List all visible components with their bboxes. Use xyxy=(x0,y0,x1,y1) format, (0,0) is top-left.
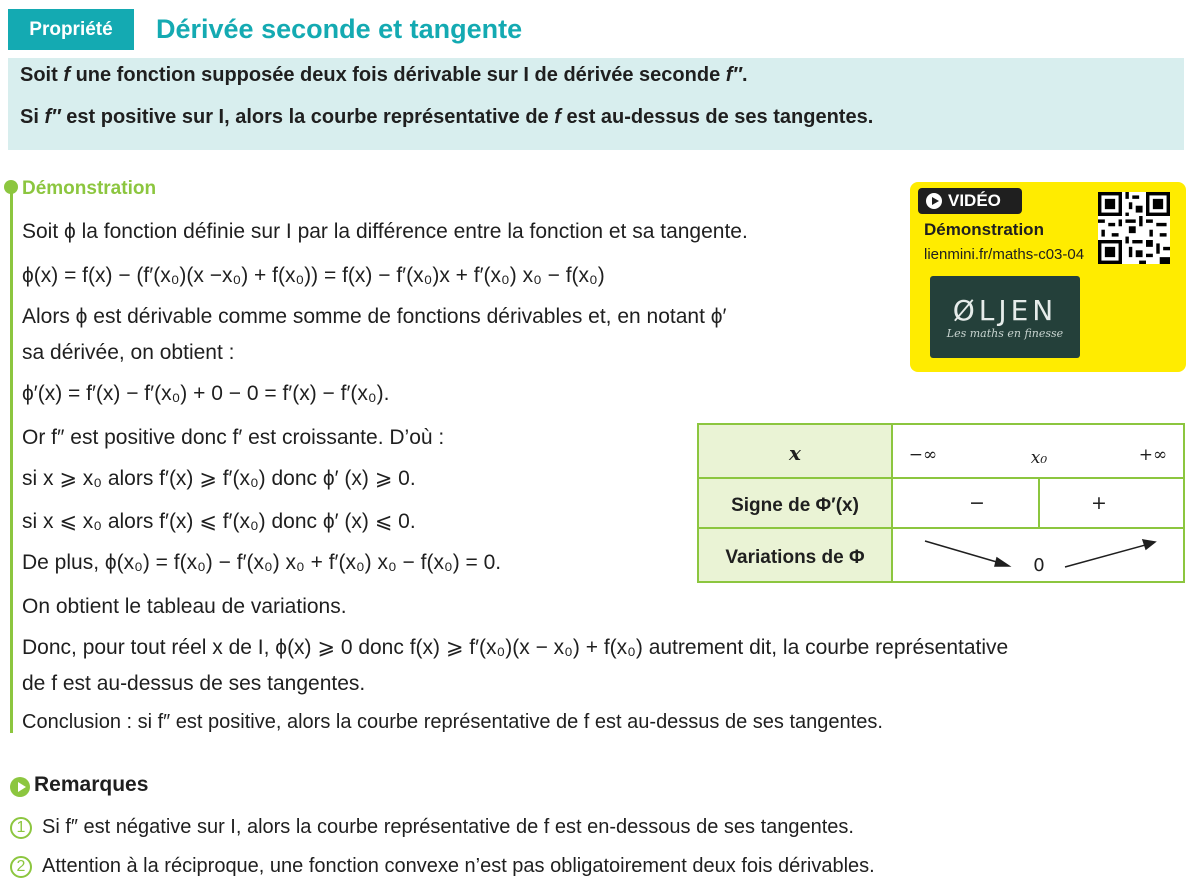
video-tab-label: VIDÉO xyxy=(948,191,1001,210)
demo-line: si x ⩾ x₀ alors f′(x) ⩾ f′(x₀) donc ϕ′ (x) ⩾ 0. xyxy=(22,467,416,490)
demo-line: Donc, pour tout réel x de I, ϕ(x) ⩾ 0 donc f(x) ⩾ f′(x₀)(x − x₀) + f(x₀) autrement dit, la courbe représentative xyxy=(22,636,1009,659)
decreasing-arrow xyxy=(925,541,1007,565)
table-sign-label: Signe de Φ′(x) xyxy=(731,495,859,516)
demo-line: Soit ϕ la fonction définie sur I par la différence entre la fonction et sa tangente. xyxy=(22,220,748,243)
increasing-arrow-head xyxy=(1143,540,1155,549)
increasing-arrow xyxy=(1065,544,1149,567)
logo-name: ØLJEN xyxy=(952,294,1058,327)
page-title: Dérivée seconde et tangente xyxy=(156,14,523,44)
demo-line: sa dérivée, on obtient : xyxy=(22,341,235,364)
video-card[interactable] xyxy=(910,182,1186,372)
table-sign-positive: + xyxy=(1091,492,1107,514)
demo-line: ϕ(x) = f(x) − (f′(x₀)(x −x₀) + f(x₀)) = f(x) − f′(x₀)x + f′(x₀) x₀ − f(x₀) xyxy=(22,264,605,287)
table-x-min: −∞ xyxy=(908,445,938,465)
demo-bullet-icon xyxy=(4,180,18,194)
variation-table xyxy=(697,423,1185,583)
play-icon xyxy=(926,193,942,209)
table-x-mid: x₀ xyxy=(1030,448,1048,468)
logo-tagline: Les maths en finesse xyxy=(946,327,1064,340)
table-min-value: 0 xyxy=(1033,555,1045,576)
remark-number: 2 xyxy=(10,856,32,878)
decreasing-arrow-head xyxy=(995,558,1009,566)
demo-line: Alors ϕ est dérivable comme somme de fonctions dérivables et, en notant ϕ′ xyxy=(22,305,727,328)
property-box xyxy=(8,58,1184,150)
demo-line: si x ⩽ x₀ alors f′(x) ⩽ f′(x₀) donc ϕ′ (x) ⩽ 0. xyxy=(22,510,416,533)
oljen-logo xyxy=(930,276,1080,358)
demo-line: de f est au-dessus de ses tangentes. xyxy=(22,672,366,695)
demo-line: Or f″ est positive donc f′ est croissante. D’où : xyxy=(22,426,445,449)
demo-line: ϕ′(x) = f′(x) − f′(x₀) + 0 − 0 = f′(x) − f′(x₀). xyxy=(22,382,390,405)
table-sign-negative: − xyxy=(969,492,985,514)
video-link[interactable]: lienmini.fr/maths-c03-04 xyxy=(924,246,1085,263)
demo-heading: Démonstration xyxy=(22,178,157,199)
video-label: Démonstration xyxy=(924,220,1044,239)
remark-text: Si f″ est négative sur I, alors la courbe représentative de f est en-dessous de ses tangentes. xyxy=(42,816,854,838)
demo-conclusion: Conclusion : si f″ est positive, alors la courbe représentative de f est au-dessus de ses tangentes. xyxy=(22,711,883,733)
remark-text: Attention à la réciproque, une fonction convexe n’est pas obligatoirement deux fois dérivables. xyxy=(42,855,875,877)
qr-code-icon[interactable] xyxy=(1098,192,1170,264)
table-x-label: x xyxy=(789,441,801,465)
demo-side-bar xyxy=(10,185,13,733)
demo-line: On obtient le tableau de variations. xyxy=(22,595,347,618)
table-variation-label: Variations de Φ xyxy=(725,547,865,568)
table-x-max: +∞ xyxy=(1138,445,1168,465)
property-badge: Propriété xyxy=(8,9,134,50)
property-line-1: Soit f une fonction supposée deux fois dérivable sur I de dérivée seconde f″. xyxy=(20,64,748,86)
remarks-heading: Remarques xyxy=(34,773,149,796)
remarks-play-icon xyxy=(10,777,30,797)
remark-number: 1 xyxy=(10,817,32,839)
demo-line: De plus, ϕ(x₀) = f(x₀) − f′(x₀) x₀ + f′(x₀) x₀ − f(x₀) = 0. xyxy=(22,551,502,574)
video-tab xyxy=(918,188,1022,214)
property-line-2: Si f″ est positive sur I, alors la courbe représentative de f est au-dessus de ses tangentes. xyxy=(20,106,874,128)
